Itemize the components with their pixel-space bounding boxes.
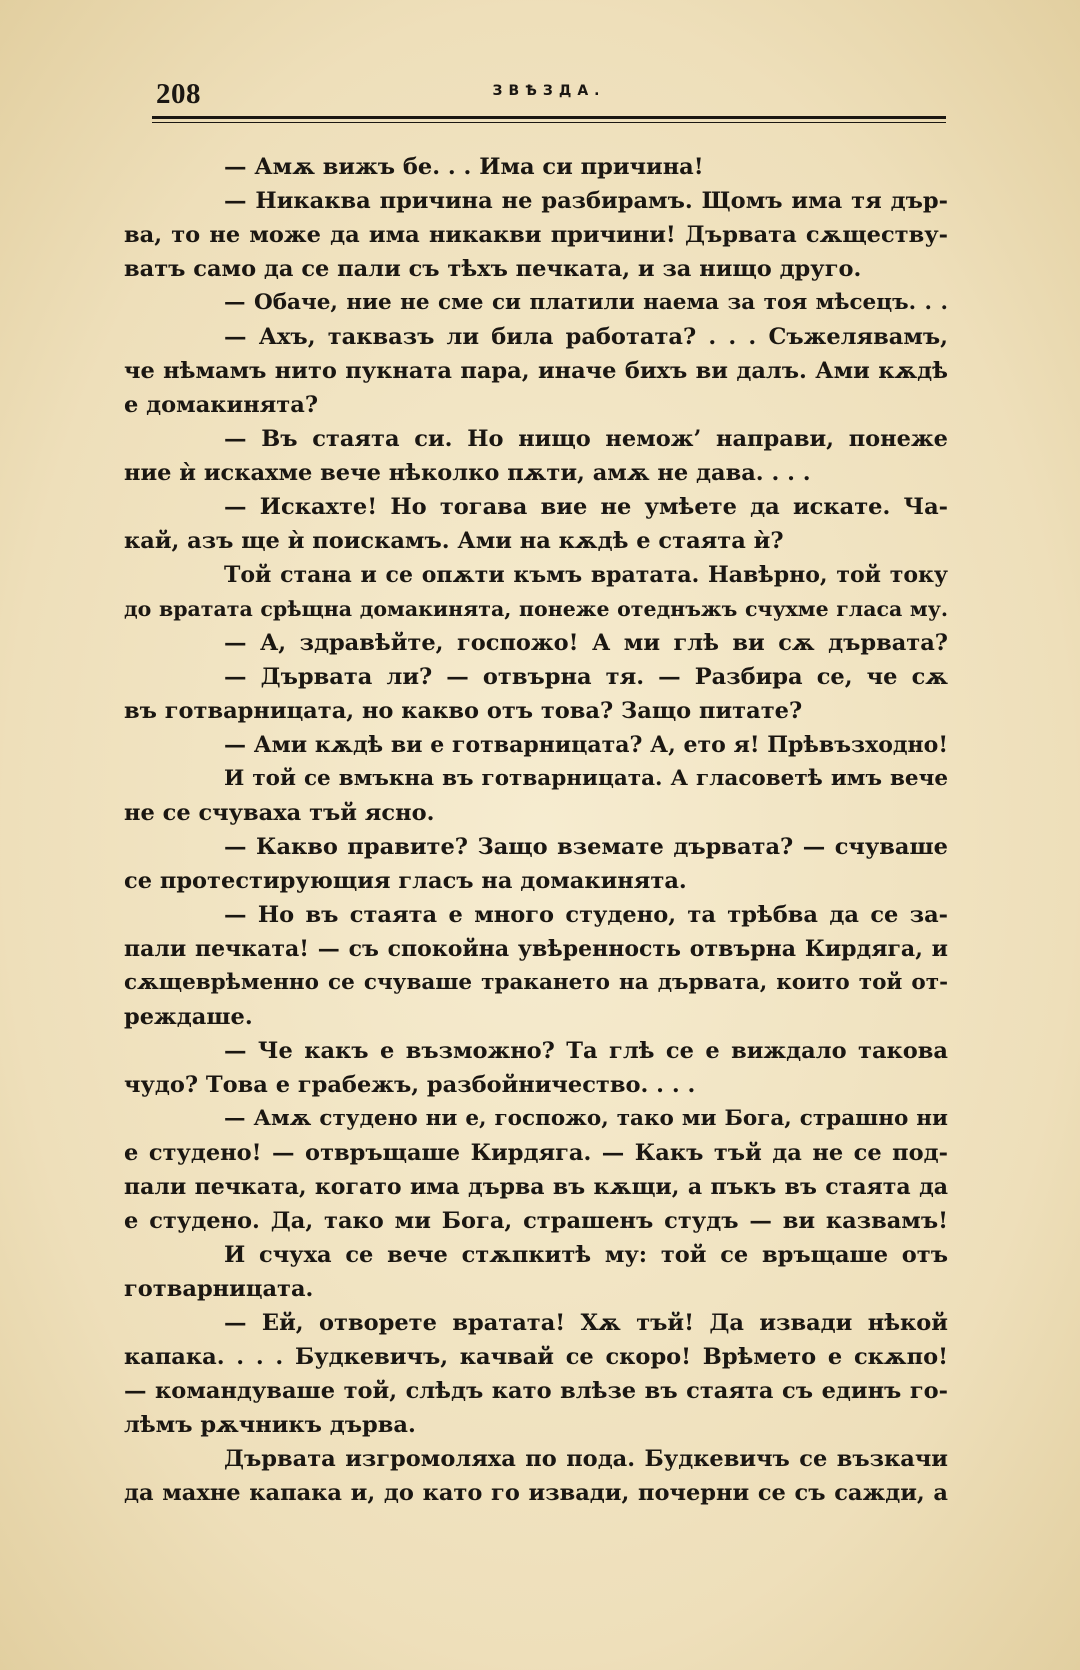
text-line: — Ахъ, таквазъ ли била работата? . . . Съжелявамъ, <box>224 324 948 350</box>
text-line: че нѣмамъ нито пукната пара, иначе бихъ ви далъ. Ами кѫдѣ <box>124 358 948 384</box>
text-line: не се счуваха тъй ясно. <box>124 800 435 826</box>
text-line: Той стана и се опѫти къмъ вратата. Навѣрно, той току <box>224 562 948 588</box>
text-line: Дървата изгромоляха по пода. Будкевичъ се възкачи <box>224 1446 948 1472</box>
text-line: — Амѫ студено ни е, госпожо, тако ми Бога, страшно ни <box>224 1106 948 1131</box>
text-line: — Ей, отворете вратата! Хѫ тъй! Да извади нѣкой <box>224 1310 948 1336</box>
header-rule-thick <box>152 116 946 119</box>
text-line: сѫщеврѣменно се счуваше тракането на дървата, които той от- <box>124 970 948 995</box>
text-line: готварницата. <box>124 1276 314 1302</box>
text-line: ватъ само да се пали съ тѣхъ печката, и за нищо друго. <box>124 256 862 282</box>
text-line: — Обаче, ние не сме си платили наема за тоя мѣсецъ. . . <box>224 290 948 315</box>
body-text <box>124 150 948 1510</box>
header-rule-thin <box>152 122 946 123</box>
text-line: ние ѝ искахме вече нѣколко пѫти, амѫ не дава. . . . <box>124 460 811 486</box>
text-line: пали печката, когато има дърва въ кѫщи, а пъкъ въ стаята да <box>124 1174 948 1200</box>
text-line: въ готварницата, но какво отъ това? Защо питате? <box>124 698 803 724</box>
text-line: да махне капака и, до като го извади, почерни се съ сажди, а <box>124 1480 948 1506</box>
text-line: ва, то не може да има никакви причини! Дървата сѫществу- <box>124 222 948 248</box>
text-line: И счуха се вече стѫпкитѣ му: той се връщаше отъ <box>224 1242 948 1268</box>
page-header <box>152 76 946 116</box>
text-line: кай, азъ ще ѝ поискамъ. Ами на кѫдѣ е стаята ѝ? <box>124 528 784 554</box>
text-line: — А, здравѣйте, госпожо! А ми глѣ ви сѫ дървата? <box>224 630 948 656</box>
text-line: — Какво правите? Защо вземате дървата? — счуваше <box>224 834 948 860</box>
text-line: — Но въ стаята е много студено, та трѣбва да се за- <box>224 902 948 928</box>
text-line: — Въ стаята си. Но нищо немож’ направи, понеже <box>224 426 948 452</box>
text-line: пали печката! — съ спокойна увѣренность отвърна Кирдяга, и <box>124 936 948 962</box>
text-line: И той се вмъкна въ готварницата. А гласоветѣ имъ вече <box>224 766 948 791</box>
page-number: 208 <box>156 78 201 110</box>
running-title: ЗВѢЗДА. <box>492 83 606 99</box>
text-line: чудо? Това е грабежъ, разбойничество. . . . <box>124 1072 696 1098</box>
text-line: — Дървата ли? — отвърна тя. — Разбира се, че сѫ <box>224 664 948 690</box>
text-line: — Ами кѫдѣ ви е готварницата? А, ето я! Прѣвъзходно! <box>224 732 948 758</box>
text-line: — Амѫ вижъ бе. . . Има си причина! <box>224 154 704 180</box>
text-line: е домакинята? <box>124 392 319 418</box>
text-line: капака. . . . Будкевичъ, качвай се скоро! Врѣмето е скѫпо! <box>124 1344 948 1370</box>
text-line: е студено! — отвръщаше Кирдяга. — Какъ тъй да не се под- <box>124 1140 948 1166</box>
text-line: — командуваше той, слѣдъ като влѣзе въ стаята съ единъ го- <box>124 1378 948 1404</box>
text-line: се протестирующия гласъ на домакинята. <box>124 868 687 894</box>
text-line: реждаше. <box>124 1004 253 1030</box>
text-line: — Никаква причина не разбирамъ. Щомъ има тя дър- <box>224 188 948 214</box>
text-line: лѣмъ рѫчникъ дърва. <box>124 1412 416 1438</box>
text-line: — Че какъ е възможно? Та глѣ се е виждало такова <box>224 1038 948 1064</box>
text-line: до вратата срѣщна домакинята, понеже отеднъжъ счухме гласа му. <box>124 597 948 621</box>
text-line: — Искахте! Но тогава вие не умѣете да искате. Ча- <box>224 494 948 520</box>
text-line: е студено. Да, тако ми Бога, страшенъ студъ — ви казвамъ! <box>124 1208 948 1234</box>
